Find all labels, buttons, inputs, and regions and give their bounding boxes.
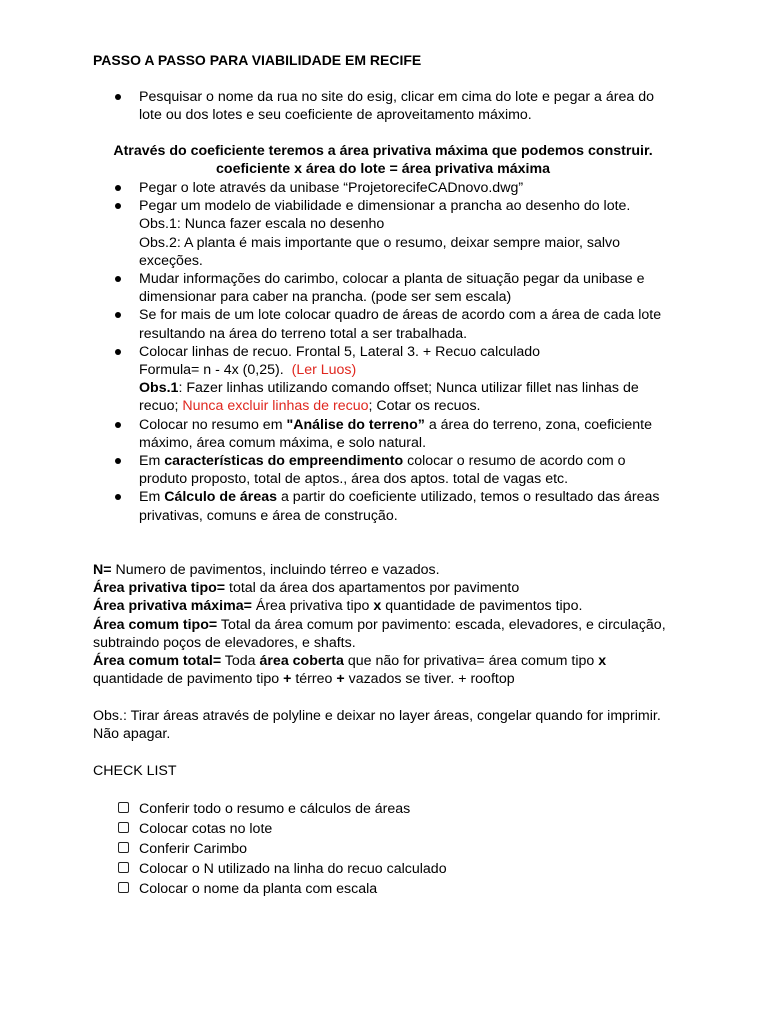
definition-text-end: vazados se tiver. + rooftop xyxy=(344,671,515,688)
bullet-text-rest: a partir do coeficiente utilizado, temos o resultado das áreas privativas, comuns e área de construção. xyxy=(139,489,660,524)
definition-text: total da área dos apartamentos por pavimento xyxy=(225,580,520,597)
steps-bullet-list xyxy=(93,179,673,525)
bullet-text: Se for mais de um lote colocar quadro de áreas de acordo com a área de cada lote resultando na área do terreno total a ser trabalhada. xyxy=(139,307,662,342)
bullet-text-rest: a área do terreno, zona, coeficiente máximo, área comum máxima, e solo natural. xyxy=(139,416,653,451)
checklist-item[interactable] xyxy=(118,880,447,900)
bullet-obs-1: Obs.1: Nunca fazer escala no desenho xyxy=(139,216,385,233)
bullet-text: Em xyxy=(139,453,161,470)
checkbox-icon[interactable] xyxy=(118,822,129,833)
recuo-formula-line xyxy=(139,361,673,379)
checklist-item-label: Conferir todo o resumo e cálculos de áreas xyxy=(139,801,411,817)
obs-text-end: ; Cotar os recuos. xyxy=(368,398,481,415)
recuo-obs xyxy=(139,379,673,415)
checkbox-icon[interactable] xyxy=(118,842,129,853)
bullet-text-rest: colocar o resumo de acordo com o produto proposto, total de aptos., área dos aptos. total de vagas etc. xyxy=(139,453,626,488)
bullet-text: Colocar no resumo em xyxy=(139,416,283,433)
coefficient-formula: coeficiente x área do lote = área privativa máxima xyxy=(216,161,550,178)
checkbox-icon[interactable] xyxy=(118,882,129,893)
list-item xyxy=(93,452,673,488)
list-item xyxy=(93,179,673,197)
definition-area-comum-total xyxy=(93,652,673,688)
multiply-symbol: x xyxy=(598,653,607,670)
definition-area-privativa-maxima xyxy=(93,597,673,615)
obs-text: : Fazer linhas utilizando comando offset; Nunca utilizar fillet nas linhas de recuo; xyxy=(139,380,639,415)
definition-text: quantidade de pavimento tipo xyxy=(93,671,284,688)
bullet-obs-2: Obs.2: A planta é mais importante que o resumo, deixar sempre maior, salvo exceções. xyxy=(139,234,621,269)
definition-text: que não for privativa= área comum tipo xyxy=(343,653,599,670)
coefficient-line-1: Através do coeficiente teremos a área privativa máxima que podemos construir. xyxy=(113,143,653,159)
bullet-text: Pesquisar o nome da rua no site do esig, clicar em cima do lote e pegar a área do lote ou dos lotes e seu coeficiente de aproveitamento máximo. xyxy=(139,89,654,124)
obs-label: Obs.1 xyxy=(139,380,179,397)
list-item xyxy=(93,270,673,306)
coefficient-statement xyxy=(93,142,673,178)
plus-symbol: + xyxy=(336,671,345,688)
definition-text: térreo xyxy=(291,671,337,688)
checklist-item-label: Conferir Carimbo xyxy=(139,841,248,857)
list-item xyxy=(93,88,673,124)
definition-text: Área privativa tipo xyxy=(251,598,374,615)
checklist-title: CHECK LIST xyxy=(93,763,177,779)
intro-bullet-list xyxy=(93,88,673,124)
checklist-item-label: Colocar o nome da planta com escala xyxy=(139,881,378,897)
definition-n xyxy=(93,561,673,579)
bullet-icon xyxy=(115,276,121,282)
definition-term: Área privativa máxima= xyxy=(93,598,252,615)
bullet-bold: características do empreendimento xyxy=(164,453,404,470)
bullet-text: Pegar um modelo de viabilidade e dimensionar a prancha ao desenho do lote. xyxy=(139,198,631,215)
bullet-icon xyxy=(115,458,121,464)
document-title: PASSO A PASSO PARA VIABILIDADE EM RECIFE xyxy=(93,52,422,68)
bullet-icon xyxy=(115,203,121,209)
checkbox-icon[interactable] xyxy=(118,802,129,813)
checkbox-icon[interactable] xyxy=(118,862,129,873)
bullet-icon xyxy=(115,422,121,428)
bullet-bold: Cálculo de áreas xyxy=(164,489,278,506)
recuo-formula: Formula= n - 4x (0,25). xyxy=(139,362,284,379)
bullet-text: Em xyxy=(139,489,161,506)
bullet-text: Mudar informações do carimbo, colocar a planta de situação pegar da unibase e dimensionar para caber na prancha. (pode ser sem escala) xyxy=(139,271,645,306)
bullet-icon xyxy=(115,494,121,500)
definition-term: N= xyxy=(93,562,112,578)
checklist xyxy=(118,800,447,900)
list-item xyxy=(93,416,673,452)
ler-luos-note: (Ler Luos) xyxy=(291,362,357,379)
list-item xyxy=(93,343,673,416)
definition-text: Numero de pavimentos, incluindo térreo e vazados. xyxy=(111,562,440,578)
bullet-icon xyxy=(115,185,121,191)
definitions-section xyxy=(93,561,673,688)
bullet-icon xyxy=(115,312,121,318)
definition-area-privativa-tipo xyxy=(93,579,673,597)
definition-text-end: quantidade de pavimentos tipo. xyxy=(381,598,583,615)
bullet-bold: "Análise do terreno” xyxy=(286,416,425,433)
plus-symbol: + xyxy=(283,671,292,688)
checklist-item[interactable] xyxy=(118,800,447,820)
definition-text: Toda xyxy=(221,653,260,670)
checklist-item[interactable] xyxy=(118,820,447,840)
checklist-item-label: Colocar cotas no lote xyxy=(139,821,273,837)
obs-warning: Nunca excluir linhas de recuo xyxy=(182,398,369,415)
definition-term: Área privativa tipo= xyxy=(93,580,226,597)
bullet-text: Colocar linhas de recuo. Frontal 5, Lateral 3. + Recuo calculado xyxy=(139,343,541,360)
bullet-text: Pegar o lote através da unibase “ProjetorecifeCADnovo.dwg” xyxy=(139,180,524,196)
obs-note: Obs.: Tirar áreas através de polyline e deixar no layer áreas, congelar quando for imprimir. Não apagar. xyxy=(93,708,661,743)
definition-term: Área comum tipo= xyxy=(93,616,218,633)
checklist-item[interactable] xyxy=(118,840,447,860)
checklist-item[interactable] xyxy=(118,860,447,880)
definition-bold: área coberta xyxy=(259,653,344,670)
definition-term: Área comum total= xyxy=(93,653,222,670)
list-item xyxy=(93,306,673,342)
multiply-symbol: x xyxy=(373,598,382,615)
bullet-icon xyxy=(115,94,121,100)
checklist-item-label: Colocar o N utilizado na linha do recuo calculado xyxy=(139,861,447,877)
list-item xyxy=(93,488,673,524)
definition-area-comum-tipo xyxy=(93,616,673,652)
list-item xyxy=(93,197,673,270)
bullet-icon xyxy=(115,349,121,355)
definition-text: Total da área comum por pavimento: escada, elevadores, e circulação, subtraindo poços de elevadores, e shafts. xyxy=(93,616,666,651)
